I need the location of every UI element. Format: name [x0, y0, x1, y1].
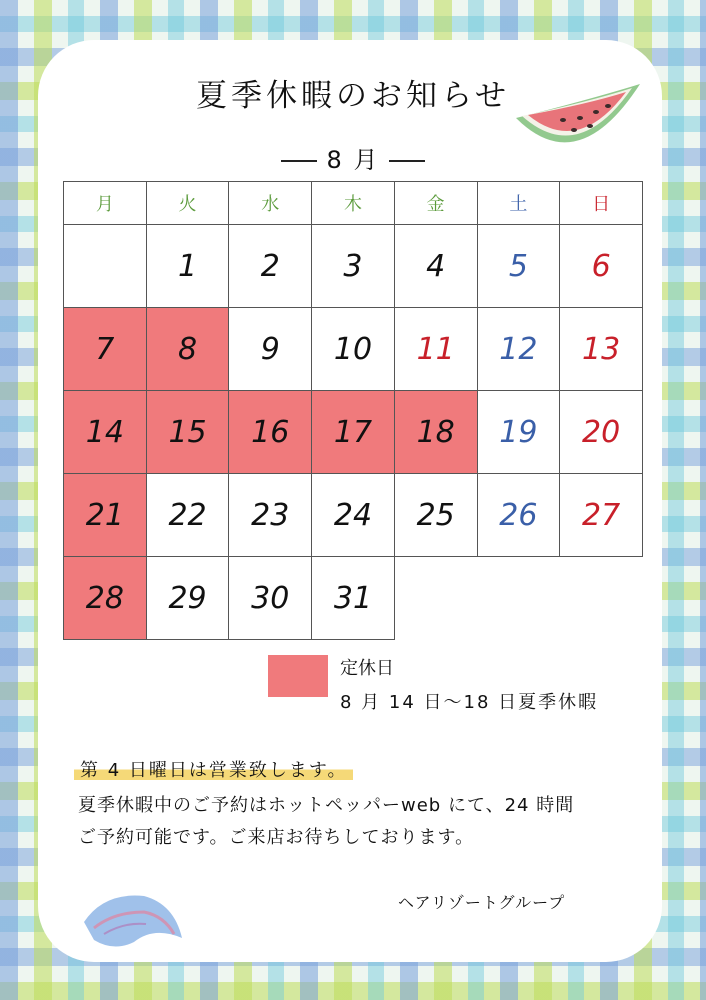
calendar-day-cell: 6 [560, 225, 643, 308]
closed-day-swatch [268, 655, 328, 697]
calendar-day-cell: 12 [477, 308, 560, 391]
notice-highlight: 第 4 日曜日は営業致します。 [74, 756, 353, 782]
calendar-day-cell: 8 [146, 308, 229, 391]
signature: ヘアリゾートグループ [398, 893, 566, 912]
weekday-header: 月 [64, 182, 147, 225]
calendar-day-cell: 30 [229, 557, 312, 640]
notice-line-2: ご予約可能です。ご来店お待ちしております。 [78, 827, 475, 848]
month-heading [0, 140, 706, 175]
calendar-day-cell: 24 [312, 474, 395, 557]
calendar-day-cell: 16 [229, 391, 312, 474]
calendar-week-row [64, 474, 643, 557]
calendar-day-cell: 29 [146, 557, 229, 640]
weekday-header: 土 [477, 182, 560, 225]
calendar-day-cell: 1 [146, 225, 229, 308]
calendar-day-cell: 28 [64, 557, 147, 640]
calendar-week-row [64, 225, 643, 308]
month-dash-left [281, 160, 317, 162]
calendar-day-cell: 18 [394, 391, 477, 474]
calendar-day-cell: 7 [64, 308, 147, 391]
notice-body [78, 790, 658, 854]
calendar-body [64, 225, 643, 640]
seashell-icon [74, 882, 194, 962]
weekday-header: 木 [312, 182, 395, 225]
page-title: 夏季休暇のお知らせ [195, 78, 511, 114]
empty-cell [64, 225, 147, 308]
weekday-header: 火 [146, 182, 229, 225]
calendar-day-cell: 4 [394, 225, 477, 308]
calendar-day-cell: 2 [229, 225, 312, 308]
calendar-day-cell: 23 [229, 474, 312, 557]
calendar-day-cell: 31 [312, 557, 395, 640]
calendar-week-row [64, 557, 643, 640]
month-label: 8 月 [326, 146, 380, 174]
calendar-table [63, 181, 643, 640]
weekday-header: 日 [560, 182, 643, 225]
calendar-day-cell: 5 [477, 225, 560, 308]
legend-closed-label: 定休日 [340, 658, 394, 679]
notice-line-1: 夏季休暇中のご予約はホットペッパーweb にて、24 時間 [78, 795, 575, 816]
calendar-week-row [64, 308, 643, 391]
calendar-day-cell: 9 [229, 308, 312, 391]
calendar-day-cell: 3 [312, 225, 395, 308]
empty-cell [477, 557, 560, 640]
calendar-day-cell: 15 [146, 391, 229, 474]
empty-cell [560, 557, 643, 640]
calendar-day-cell: 10 [312, 308, 395, 391]
empty-cell [394, 557, 477, 640]
month-dash-right [389, 160, 425, 162]
calendar-day-cell: 11 [394, 308, 477, 391]
calendar-day-cell: 27 [560, 474, 643, 557]
calendar-day-cell: 13 [560, 308, 643, 391]
weekday-header: 金 [394, 182, 477, 225]
calendar-day-cell: 17 [312, 391, 395, 474]
calendar-day-cell: 26 [477, 474, 560, 557]
calendar-day-cell: 19 [477, 391, 560, 474]
weekday-header-row [64, 182, 643, 225]
calendar-day-cell: 25 [394, 474, 477, 557]
calendar-day-cell: 22 [146, 474, 229, 557]
calendar-day-cell: 14 [64, 391, 147, 474]
weekday-header: 水 [229, 182, 312, 225]
calendar-day-cell: 20 [560, 391, 643, 474]
calendar-week-row [64, 391, 643, 474]
legend-vacation-note: 8 月 14 日～18 日夏季休暇 [340, 692, 599, 713]
calendar-day-cell: 21 [64, 474, 147, 557]
